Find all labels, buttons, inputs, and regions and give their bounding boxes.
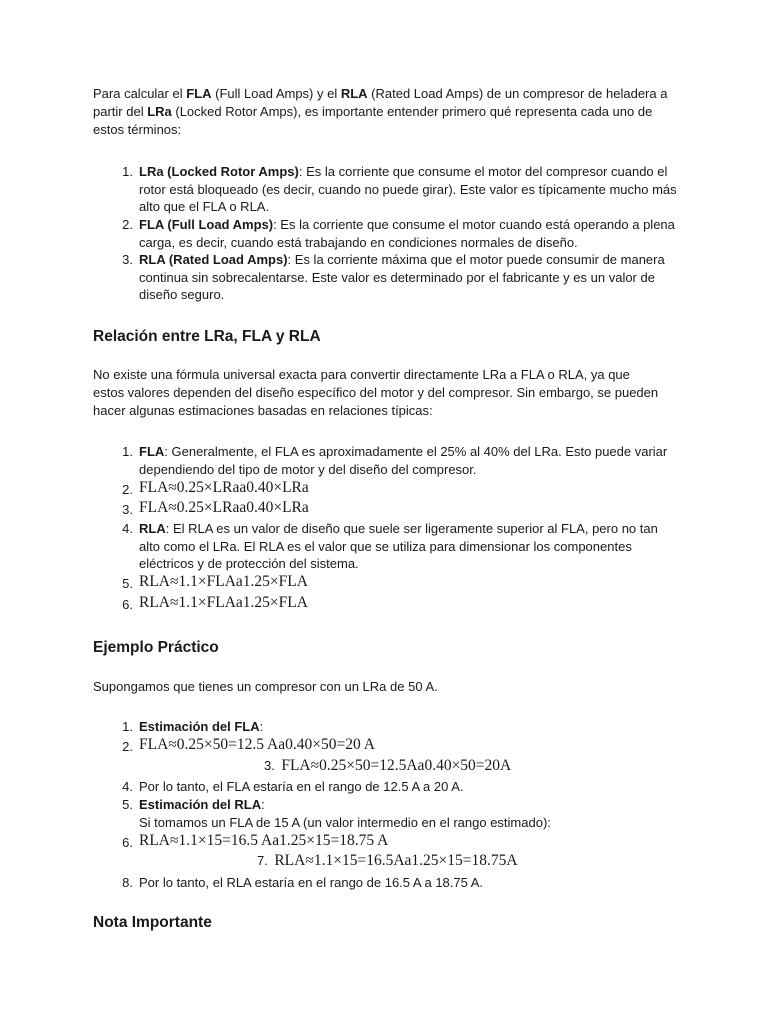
- formula-item: 2. FLA≈0.25×LRaa0.40×LRa: [122, 479, 309, 497]
- list-item: 2. FLA (Full Load Amps): Es la corriente que consume el motor cuando está operando a plena carga, es decir, cuando está trabajando en condiciones normales de diseño.: [122, 217, 675, 250]
- formula-item: 3. FLA≈0.25×LRaa0.40×LRa: [122, 499, 309, 517]
- formula-item: 2. FLA≈0.25×50=12.5 Aa0.40×50=20 A: [122, 736, 375, 754]
- formula-item: 5. RLA≈1.1×FLAa1.25×FLA: [122, 573, 308, 591]
- section-heading: Relación entre LRa, FLA y RLA: [93, 328, 321, 345]
- list-item: 8. Por lo tanto, el RLA estaría en el rango de 16.5 A a 18.75 A.: [122, 875, 484, 890]
- formula-item: 6. RLA≈1.1×15=16.5 Aa1.25×15=18.75 A: [122, 832, 389, 850]
- section-heading: Nota Importante: [93, 914, 212, 931]
- list-item: 1. LRa (Locked Rotor Amps): Es la corriente que consume el motor del compresor cuando el rotor está bloqueado (es decir, cuando no puede girar). Este valor es típicamente mucho más alto que el FLA o RLA.: [122, 164, 677, 214]
- list-item: 1. FLA: Generalmente, el FLA es aproximadamente el 25% al 40% del LRa. Esto puede variar dependiendo del tipo de motor y del diseño del compresor.: [122, 444, 668, 477]
- formula-display: 7. RLA≈1.1×15=16.5Aa1.25×15=18.75A: [257, 852, 518, 869]
- list-item: 4. RLA: El RLA es un valor de diseño que suele ser ligeramente superior al FLA, pero no tan alto como el LRa. El RLA es el valor que se utiliza para dimensionar los componentes eléctricos y de protección del sistema.: [122, 521, 658, 571]
- list-item: 5. Estimación del RLA: Si tomamos un FLA de 15 A (un valor intermedio en el rango estimado):: [122, 797, 551, 830]
- section-paragraph: No existe una fórmula universal exacta para convertir directamente LRa a FLA o RLA, ya que estos valores dependen del diseño específico del motor y del compresor. Sin embargo, se pueden hacer algunas estimaciones basadas en relaciones típicas:: [93, 367, 659, 418]
- section-heading: Ejemplo Práctico: [93, 639, 219, 656]
- formula-item: 6. RLA≈1.1×FLAa1.25×FLA: [122, 594, 308, 612]
- section-paragraph: Supongamos que tienes un compresor con un LRa de 50 A.: [93, 679, 438, 694]
- intro-paragraph: Para calcular el FLA (Full Load Amps) y el RLA (Rated Load Amps) de un compresor de heladera a partir del LRa (Locked Rotor Amps), es importante entender primero qué representa cada uno de estos términos:: [93, 86, 668, 137]
- formula-display: 3. FLA≈0.25×50=12.5Aa0.40×50=20A: [264, 757, 512, 774]
- list-item: 3. RLA (Rated Load Amps): Es la corriente máxima que el motor puede consumir de manera continua sin sobrecalentarse. Este valor es determinado por el fabricante y es un valor de diseño seguro.: [122, 252, 665, 302]
- list-item: 4. Por lo tanto, el FLA estaría en el rango de 12.5 A a 20 A.: [122, 779, 464, 794]
- list-item: 1. Estimación del FLA:: [122, 719, 264, 734]
